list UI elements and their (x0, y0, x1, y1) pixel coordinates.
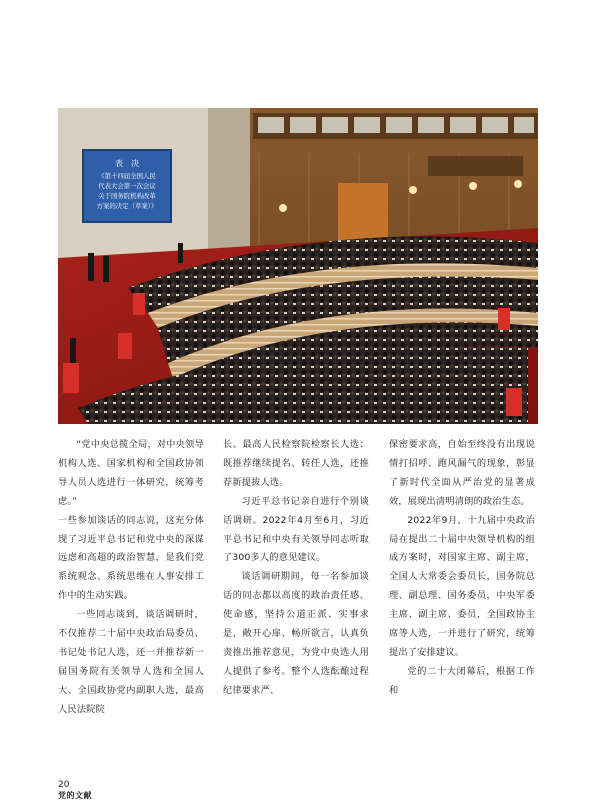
paragraph: 2022年9月，十九届中央政治局在提出二十届中央领导机构的组成方案时，对国家主席、副主席，全国人大常委会委员长，国务院总理、副总理、国务委员，中央军委主席、副主席、委员，全国政协主席等人选，一并进行了研究，统筹提出了安排建议。 (389, 514, 535, 658)
paragraph: 一些同志谈到，谈话调研时，不仅推荐二十届中央政治局委员、书记处书记人选，还一并推荐新一届国务院有关领导人选和全国人大、全国政协党内副职人选，最高人民法院院 (58, 609, 204, 715)
paragraph: 党的二十大闭幕后，根据工作和 (389, 665, 535, 696)
magazine-logo: 党的文献 (58, 790, 92, 800)
screen-line: 《第十四届全国人民 (98, 172, 156, 180)
plenary-session-photo (58, 108, 538, 424)
paragraph: 长、最高人民检察院检察长人选；既推荐继续提名、转任人选，还推荐新提拔人选。 (223, 439, 369, 488)
paragraph: 习近平总书记亲自进行个别谈话调研。2022年4月至6月，习近平总书记和中央有关领导同志听取了300多人的意见建议。 (223, 495, 369, 564)
screen-title: 表 决 (115, 159, 139, 168)
article-column-1 (58, 436, 204, 720)
article-column-2 (223, 436, 369, 701)
screen-line: 方案的决定（草案）》 (96, 202, 158, 210)
screen-line: 代表大会第一次会议 (98, 182, 156, 190)
screen-line: 关于国务院机构改革 (98, 192, 156, 200)
page-number: 20 (58, 780, 70, 790)
paragraph: 谈话调研期间，每一名参加谈话的同志都以高度的政治责任感、使命感，坚持公道正派、实事求是，敞开心扉、畅所欲言，认真负责推出推荐意见，为党中央选人用人提供了参考。整个人选酝酿过程纪律要求严、 (223, 571, 369, 696)
paragraph: “党中央总揽全局，对中央领导机构人选、国家机构和全国政协领导人员人选进行一体研究，统筹考虑。” (58, 439, 204, 507)
paragraph: 一些参加谈话的同志说，这充分体现了习近平总书记和党中央的深谋远虑和高超的政治智慧，是我们党系统观念、系统思维在人事安排工作中的生动实践。 (58, 514, 204, 602)
article-column-3 (389, 436, 535, 701)
paragraph: 保密要求高，自始至终没有出现说情打招呼、跑风漏气的现象，彰显了新时代全面从严治党的显著成效，展现出清明清朗的政治生态。 (389, 439, 535, 507)
